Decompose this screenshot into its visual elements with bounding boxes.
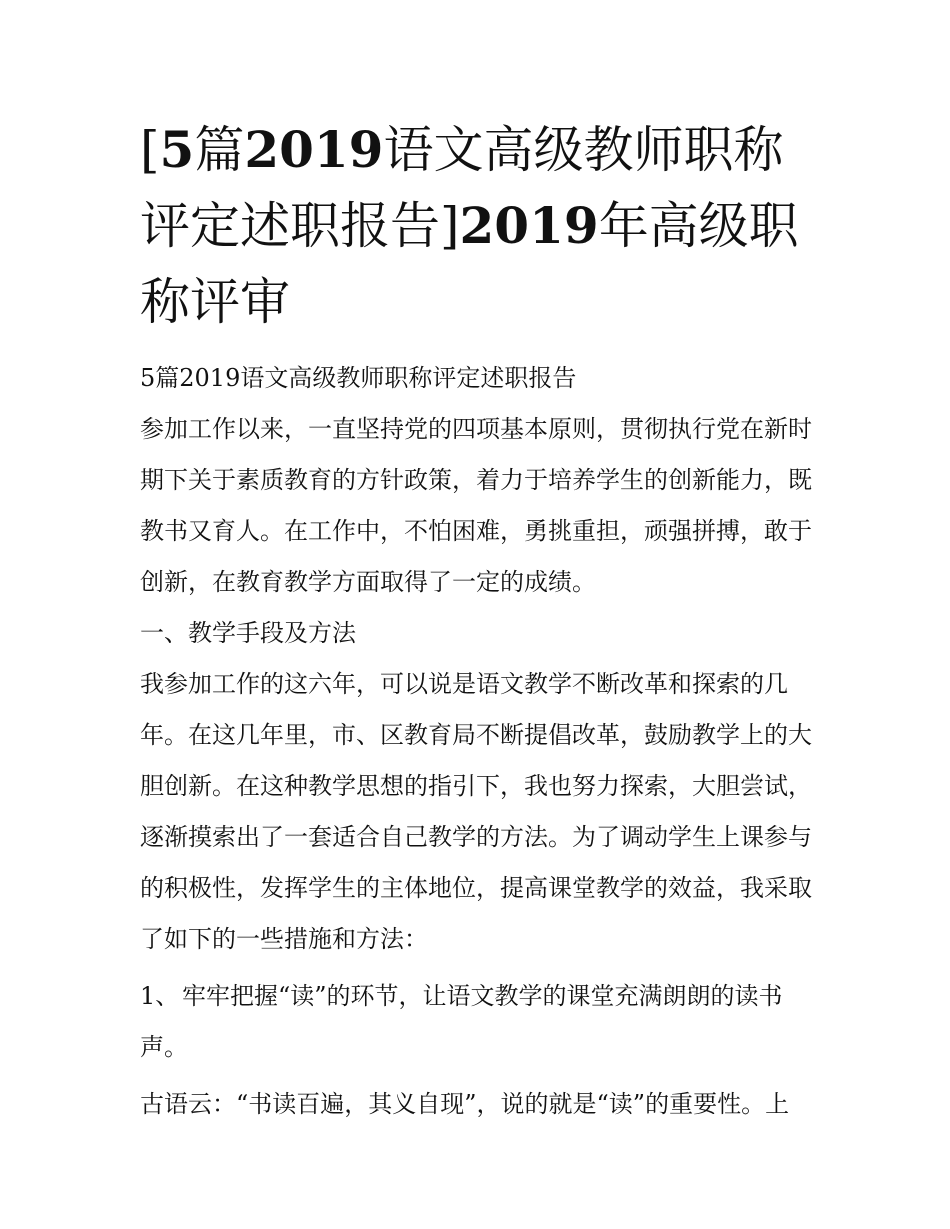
paragraph-intro: 参加工作以来，一直坚持党的四项基本原则，贯彻执行党在新时期下关于素质教育的方针政策，着力于培养学生的创新能力，既教书又育人。在工作中，不怕困难，勇挑重担，顽强拼搏，敢于创新，在教育教学方面取得了一定的成绩。 [140, 415, 812, 596]
title-bracket: [ [140, 121, 160, 179]
document-body [140, 353, 830, 1130]
document-subtitle: 5篇2019语文高级教师职称评定述职报告 [140, 364, 577, 392]
title-word: 篇 [194, 121, 245, 179]
title-year: 2019 [244, 120, 384, 179]
title-tail: 年高级职称评审 [140, 197, 799, 331]
list-item-number: 1、 [140, 982, 180, 1010]
list-item [140, 971, 830, 1073]
title-year-2: 2019 [459, 196, 599, 255]
section-heading: 一、教学手段及方法 [140, 619, 356, 647]
title-number: 5 [159, 120, 195, 179]
paragraph-methods: 我参加工作的这六年，可以说是语文教学不断改革和探索的几年。在这几年里，市、区教育局不断提倡改革，鼓励教学上的大胆创新。在这种教学思想的指引下，我也努力探索，大胆尝试，逐渐摸索出了一套适合自己教学的方法。为了调动学生上课参与的积极性，发挥学生的主体地位，提高课堂教学的效益，我采取了如下的一些措施和方法： [140, 670, 812, 953]
paragraph-reading: 古语云：“书读百遍，其义自现”，说的就是“读”的重要性。上 [140, 1090, 790, 1118]
list-item-text: 牢牢把握“读”的环节，让语文教学的课堂充满朗朗的读书声。 [140, 982, 783, 1061]
title-main: 语文高级教师职称评定述职报告] [140, 121, 784, 255]
document-title [140, 112, 820, 340]
